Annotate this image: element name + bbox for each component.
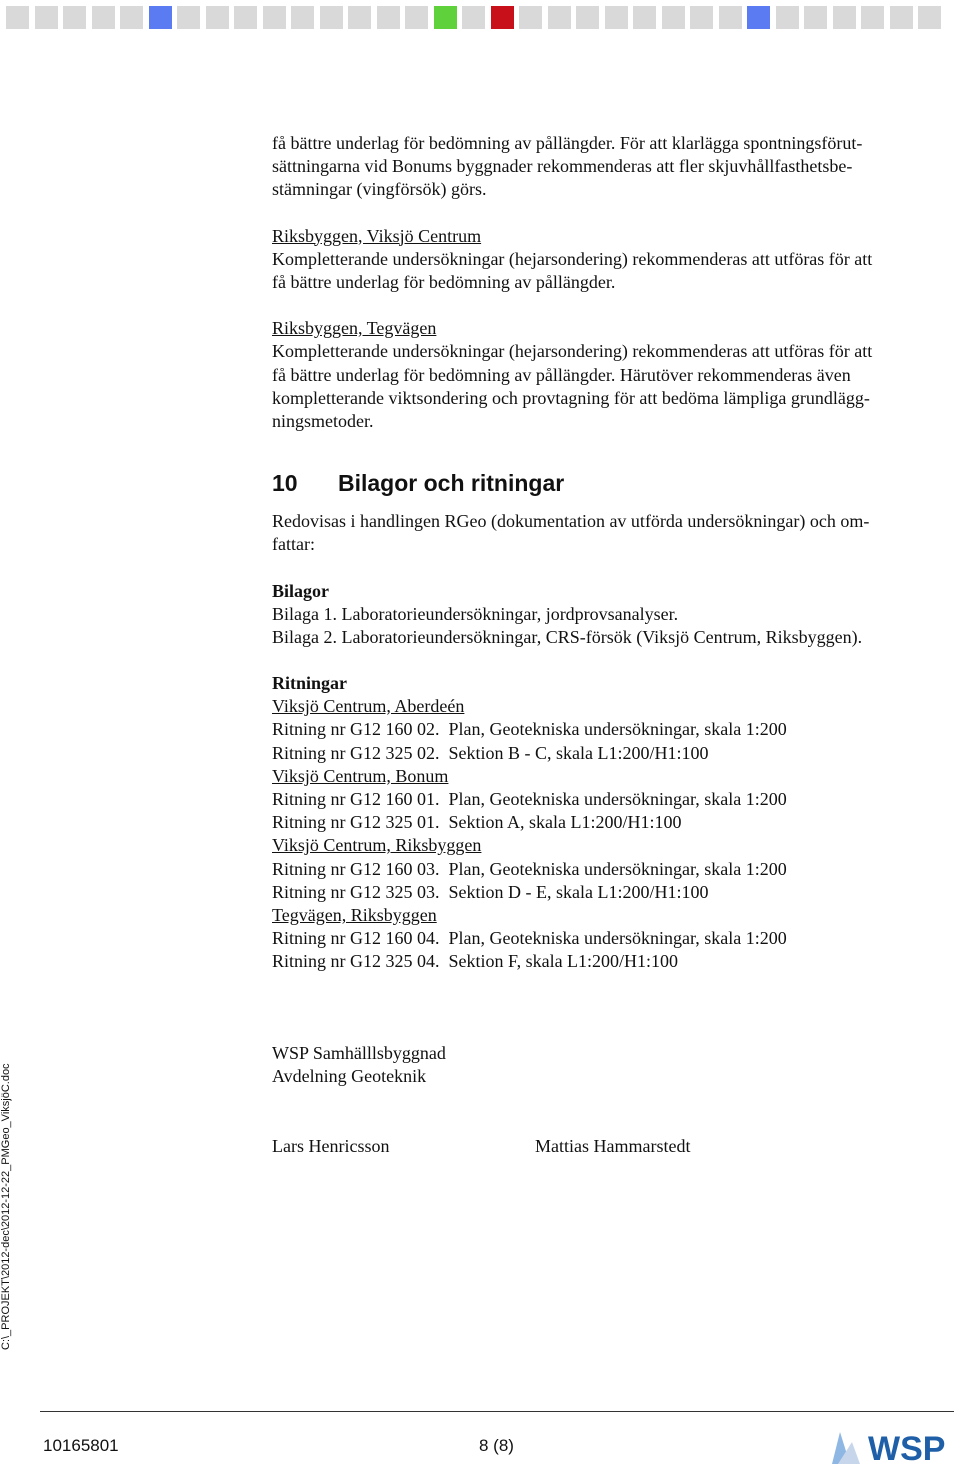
color-square xyxy=(662,6,685,29)
text-line: sättningarna vid Bonums byggnader rekommenderas att fler skjuvhållfasthetsbe- xyxy=(272,156,853,177)
color-square xyxy=(605,6,628,29)
ritning-item: Ritning nr G12 160 02. Plan, Geotekniska undersökningar, skala 1:200 xyxy=(272,719,787,740)
color-square xyxy=(291,6,314,29)
color-square xyxy=(776,6,799,29)
section-title: Bilagor och ritningar xyxy=(338,470,565,496)
text-line: kompletterande viktsondering och provtagning för att bedöma lämpliga grundlägg- xyxy=(272,387,870,408)
color-square xyxy=(234,6,257,29)
color-square xyxy=(918,6,941,29)
color-square xyxy=(6,6,29,29)
color-square xyxy=(206,6,229,29)
ritning-item: Ritning nr G12 325 03. Sektion D - E, skala L1:200/H1:100 xyxy=(272,881,709,902)
color-square xyxy=(177,6,200,29)
color-square xyxy=(92,6,115,29)
section-number: 10 xyxy=(272,470,298,496)
bilagor-list xyxy=(272,580,944,650)
ritning-group-title: Viksjö Centrum, Aberdeén xyxy=(272,696,465,717)
ritning-item: Ritning nr G12 160 01. Plan, Geotekniska undersökningar, skala 1:200 xyxy=(272,789,787,810)
document-body xyxy=(272,132,944,433)
bilaga-item: Bilaga 1. Laboratorieundersökningar, jordprovsanalyser. xyxy=(272,604,679,625)
intro-paragraph xyxy=(272,132,944,202)
color-square xyxy=(35,6,58,29)
color-square xyxy=(890,6,913,29)
text-line: få bättre underlag för bedömning av pållängder. För att klarlägga spontningsförut- xyxy=(272,133,863,153)
ritning-group-title: Viksjö Centrum, Riksbyggen xyxy=(272,835,482,856)
color-square xyxy=(719,6,742,29)
ritning-item: Ritning nr G12 160 04. Plan, Geotekniska undersökningar, skala 1:200 xyxy=(272,928,787,949)
color-square xyxy=(690,6,713,29)
signature-block xyxy=(272,1042,944,1088)
top-color-bar xyxy=(0,0,960,40)
footer-divider xyxy=(40,1411,954,1412)
text-line: Kompletterande undersökningar (hejarsondering) rekommenderas att utföras för att xyxy=(272,248,873,269)
color-square xyxy=(633,6,656,29)
ritning-item: Ritning nr G12 160 03. Plan, Geotekniska undersökningar, skala 1:200 xyxy=(272,858,787,879)
color-square xyxy=(576,6,599,29)
color-square xyxy=(120,6,143,29)
text-line: ningsmetoder. xyxy=(272,411,374,432)
bilaga-item: Bilaga 2. Laboratorieundersökningar, CRS-försök (Viksjö Centrum, Riksbyggen). xyxy=(272,627,863,648)
color-square xyxy=(149,6,172,29)
ritning-item: Ritning nr G12 325 02. Sektion B - C, skala L1:200/H1:100 xyxy=(272,742,709,763)
ritning-group-title: Viksjö Centrum, Bonum xyxy=(272,765,449,786)
subsection-title: Riksbyggen, Viksjö Centrum xyxy=(272,225,482,246)
subsection-title: Riksbyggen, Tegvägen xyxy=(272,318,437,339)
company-name: WSP Samhälllsbyggnad xyxy=(272,1043,446,1063)
signatory-2: Mattias Hammarstedt xyxy=(535,1136,691,1156)
ritning-item: Ritning nr G12 325 01. Sektion A, skala L1:200/H1:100 xyxy=(272,812,682,833)
file-path-margin: C:\_PROJEKT\2012-dec\2012-12-22_PMGeo_ViksjöC.doc xyxy=(0,1063,12,1350)
text-line: fattar: xyxy=(272,534,315,555)
page-number: 8 (8) xyxy=(479,1436,514,1455)
text-line: få bättre underlag för bedömning av pållängder. Härutöver rekommenderas även xyxy=(272,364,851,385)
section-tegvagen xyxy=(272,317,944,433)
color-square xyxy=(462,6,485,29)
color-square xyxy=(519,6,542,29)
section-intro xyxy=(272,510,944,556)
ritning-item: Ritning nr G12 325 04. Sektion F, skala L1:200/H1:100 xyxy=(272,951,679,972)
color-square xyxy=(405,6,428,29)
signatory-1: Lars Henricsson xyxy=(272,1136,390,1156)
color-square xyxy=(833,6,856,29)
section-heading xyxy=(272,470,564,497)
document-number: 10165801 xyxy=(43,1436,119,1455)
ritningar-list xyxy=(272,672,944,974)
wsp-logo xyxy=(830,1420,956,1466)
color-square xyxy=(434,6,457,29)
text-line: stämningar (vingförsök) görs. xyxy=(272,179,487,200)
text-line: få bättre underlag för bedömning av pållängder. xyxy=(272,272,616,293)
bilagor-heading: Bilagor xyxy=(272,581,329,601)
text-line: Kompletterande undersökningar (hejarsondering) rekommenderas att utföras för att xyxy=(272,341,873,362)
ritningar-heading: Ritningar xyxy=(272,673,348,693)
ritning-group-title: Tegvägen, Riksbyggen xyxy=(272,905,437,926)
logo-text: WSP xyxy=(868,1430,946,1466)
department-name: Avdelning Geoteknik xyxy=(272,1066,427,1087)
color-square xyxy=(804,6,827,29)
color-square xyxy=(320,6,343,29)
color-square xyxy=(263,6,286,29)
color-square xyxy=(348,6,371,29)
text-line: Redovisas i handlingen RGeo (dokumentation av utförda undersökningar) och om- xyxy=(272,511,870,531)
color-square xyxy=(377,6,400,29)
section-viksjo-centrum xyxy=(272,225,944,295)
color-square xyxy=(63,6,86,29)
color-square xyxy=(861,6,884,29)
color-square xyxy=(548,6,571,29)
color-square xyxy=(747,6,770,29)
color-square xyxy=(491,6,514,29)
